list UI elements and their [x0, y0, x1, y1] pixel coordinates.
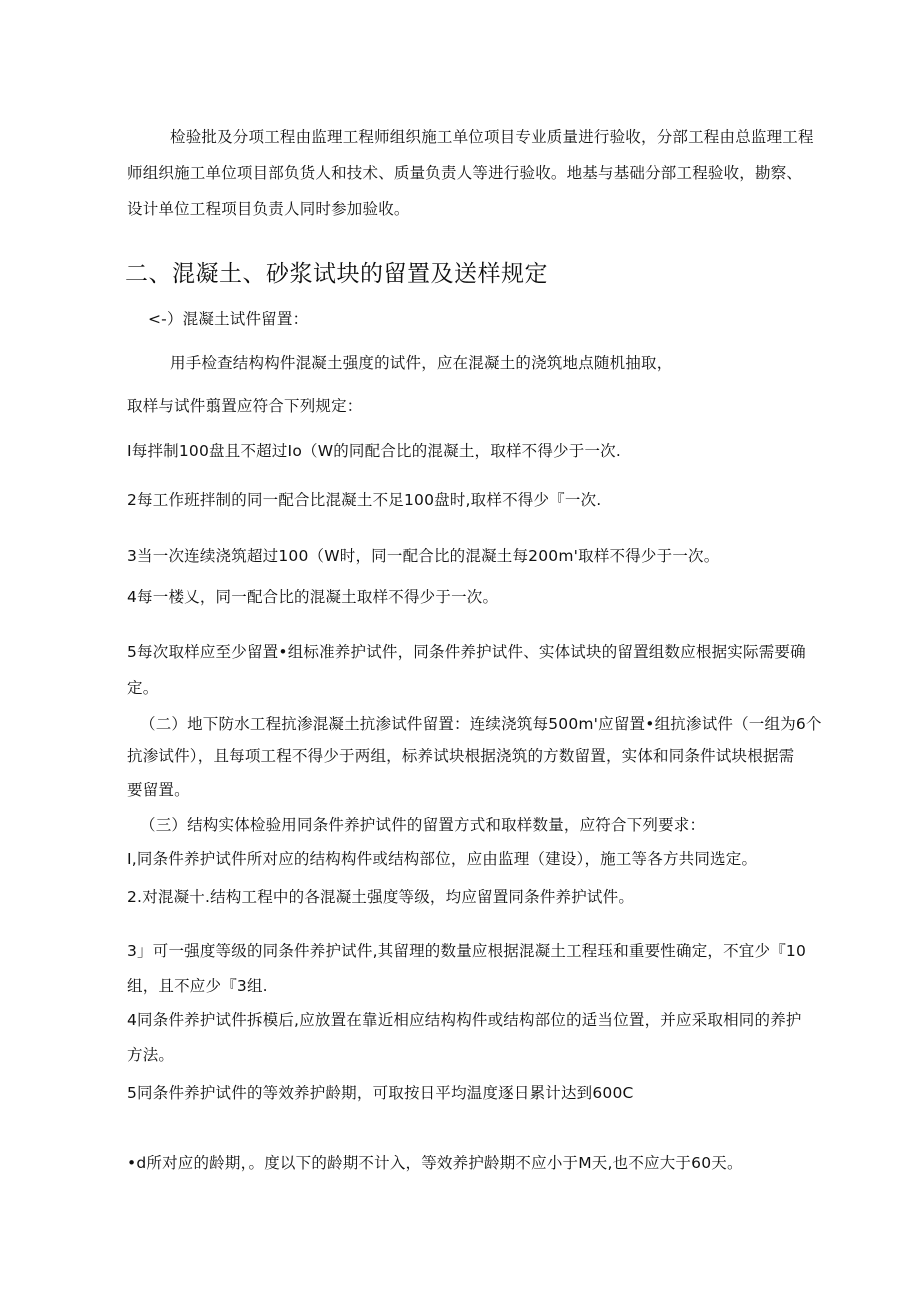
subsection-2-line-2: 抗渗试件），且每项工程不得少于两组，标养试块根据浇筑的方数留置，实体和同条件试块根据需	[127, 747, 795, 765]
subsection-1-lead-2: 取样与试件翦置应符合下列规定：	[127, 397, 363, 415]
list-item: 方法。	[127, 1046, 175, 1064]
list-item: 3当一次连续浇筑超过100（W时，同一配合比的混凝土每200m'取样不得少于一次。	[127, 547, 720, 565]
intro-line-2: 师组织施工单位项目部负货人和技术、质量负责人等进行验收。地基与基础分部工程验收，勘察、	[127, 164, 803, 182]
subsection-1-lead-1: 用手检查结构构件混凝土强度的试件，应在混凝土的浇筑地点随机抽取，	[170, 354, 673, 372]
list-item: 3」可一强度等级的同条件养护试件,其留理的数量应根据混凝土工程珏和重要性确定，不宜少『10	[127, 942, 807, 960]
list-item: 5同条件养护试件的等效养护龄期，可取按日平均温度逐日累计达到600C	[127, 1084, 634, 1102]
subsection-1-title: <-）混凝土试件留置：	[148, 310, 309, 328]
list-item: I,同条件养护试件所对应的结构构件或结构部位，应由监理（建设），施工等各方共同选定。	[127, 850, 758, 868]
list-item: •d所对应的龄期，。度以下的龄期不计入，等效养护龄期不应小于M天,也不应大于60天。	[127, 1154, 743, 1172]
list-item: 4同条件养护试件拆模后,应放置在靠近相应结构构件或结构部位的适当位置，并应采取相同的养护	[127, 1011, 802, 1029]
subsection-3-title: （三）结构实体检验用同条件养护试件的留置方式和取样数量，应符合下列要求：	[140, 816, 706, 834]
subsection-2-line-1: （二）地下防水工程抗渗混凝土抗渗试件留置：连续浇筑每500m'应留置•组抗渗试件（一组为6个	[140, 715, 822, 733]
list-item: 2.对混凝十.结构工程中的各混凝土强度等级，均应留置同条件养护试件。	[127, 888, 635, 906]
list-item: I每拌制100盘且不超过Io（W的同配合比的混凝土，取样不得少于一次.	[127, 442, 621, 460]
list-item: 组，且不应少『3组.	[127, 977, 268, 995]
subsection-2-line-3: 要留置。	[127, 781, 190, 799]
intro-line-1: 检验批及分项工程由监理工程师组织施工单位项目专业质量进行验收，分部工程由总监理工程	[170, 128, 814, 146]
section-heading: 二、混凝土、砂浆试块的留置及送样规定	[125, 261, 548, 287]
list-item: 2每工作班拌制的同一配合比混凝土不足100盘时,取样不得少『一次.	[127, 491, 602, 509]
list-item: 5每次取样应至少留置•组标准养护试件，同条件养护试件、实体试块的留置组数应根据实际需要确	[127, 643, 806, 661]
intro-line-3: 设计单位工程项目负责人同时参加验收。	[127, 200, 410, 218]
list-item: 4每一楼乂，同一配合比的混凝土取样不得少于一次。	[127, 588, 499, 606]
list-item: 定。	[127, 679, 159, 697]
